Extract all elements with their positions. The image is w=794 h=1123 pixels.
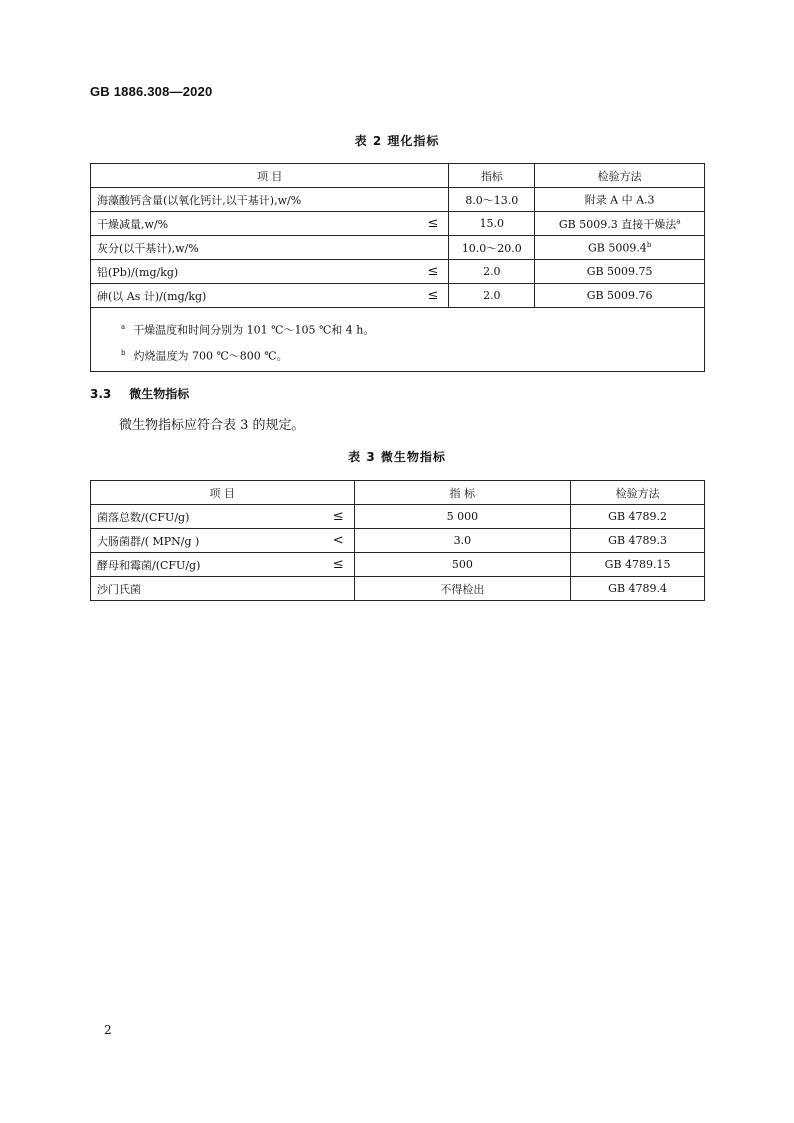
row-method: GB 4789.4 <box>571 577 705 601</box>
table-row <box>91 212 705 236</box>
row-item: 铅(Pb)/(mg/kg) <box>97 265 179 279</box>
table-row <box>91 529 705 553</box>
table-row <box>91 577 705 601</box>
table2-header-value: 指标 <box>449 164 535 188</box>
row-method: GB 4789.15 <box>571 553 705 577</box>
row-item: 干燥减量,w/% <box>97 217 169 231</box>
row-item: 酵母和霉菌/(CFU/g) <box>97 558 201 572</box>
row-method: GB 4789.3 <box>571 529 705 553</box>
table-row <box>91 505 705 529</box>
table-row <box>91 260 705 284</box>
page-number: 2 <box>104 1023 112 1037</box>
table2-header-method: 检验方法 <box>535 164 705 188</box>
section-paragraph: 微生物指标应符合表 3 的规定。 <box>119 418 305 433</box>
note-mark: a <box>121 323 126 331</box>
note-text: 干燥温度和时间分别为 101 ℃～105 ℃和 4 h。 <box>133 323 375 337</box>
table-row <box>91 188 705 212</box>
section-heading <box>90 385 189 402</box>
row-value: 不得检出 <box>354 577 571 601</box>
row-item: 砷(以 As 计)/(mg/kg) <box>97 289 207 303</box>
section-title: 微生物指标 <box>129 387 190 401</box>
table2-header-row <box>91 164 705 188</box>
table3-header-item: 项 目 <box>91 481 355 505</box>
row-method: GB 5009.4 <box>587 241 647 255</box>
table-row <box>91 284 705 308</box>
row-note-mark: b <box>646 240 652 249</box>
table-row <box>91 236 705 260</box>
row-value: 15.0 <box>449 212 535 236</box>
comparison-symbol: ≤ <box>427 264 439 279</box>
table3 <box>90 480 705 601</box>
table3-header-row <box>91 481 705 505</box>
table3-header-value: 指 标 <box>354 481 571 505</box>
row-value: 2.0 <box>449 260 535 284</box>
comparison-symbol: ≤ <box>427 216 439 231</box>
comparison-symbol: ≤ <box>332 509 344 524</box>
row-value: 10.0～20.0 <box>449 236 535 260</box>
table2 <box>90 163 705 372</box>
row-item: 沙门氏菌 <box>97 582 141 596</box>
table3-title: 表 3 微生物指标 <box>348 450 446 464</box>
row-method: GB 5009.76 <box>535 284 705 308</box>
row-method: GB 5009.3 直接干燥法 <box>558 217 677 231</box>
comparison-symbol: < <box>332 533 344 548</box>
row-item: 海藻酸钙含量(以氧化钙计,以干基计),w/% <box>97 193 302 207</box>
row-value: 5 000 <box>354 505 571 529</box>
note-text: 灼烧温度为 700 ℃～800 ℃。 <box>133 349 288 363</box>
row-note-mark: a <box>676 216 681 225</box>
table2-notes-row <box>91 308 705 372</box>
section-number: 3.3 <box>90 387 112 401</box>
row-method: 附录 A 中 A.3 <box>584 193 655 207</box>
row-method: GB 4789.2 <box>571 505 705 529</box>
comparison-symbol: ≤ <box>332 557 344 572</box>
comparison-symbol: ≤ <box>427 288 439 303</box>
table2-title: 表 2 理化指标 <box>354 134 440 148</box>
table-row <box>91 553 705 577</box>
note-mark: b <box>121 348 126 357</box>
table-note <box>121 316 698 342</box>
row-method: GB 5009.75 <box>535 260 705 284</box>
row-value: 8.0～13.0 <box>449 188 535 212</box>
table3-header-method: 检验方法 <box>571 481 705 505</box>
row-item: 菌落总数/(CFU/g) <box>97 510 190 524</box>
row-value: 3.0 <box>354 529 571 553</box>
row-item: 灰分(以干基计),w/% <box>97 241 199 255</box>
row-value: 500 <box>354 553 571 577</box>
table2-header-item: 项 目 <box>91 164 449 188</box>
table-note <box>121 342 698 368</box>
row-item: 大肠菌群/( MPN/g ) <box>97 534 200 548</box>
row-value: 2.0 <box>449 284 535 308</box>
standard-number: GB 1886.308—2020 <box>90 84 213 99</box>
